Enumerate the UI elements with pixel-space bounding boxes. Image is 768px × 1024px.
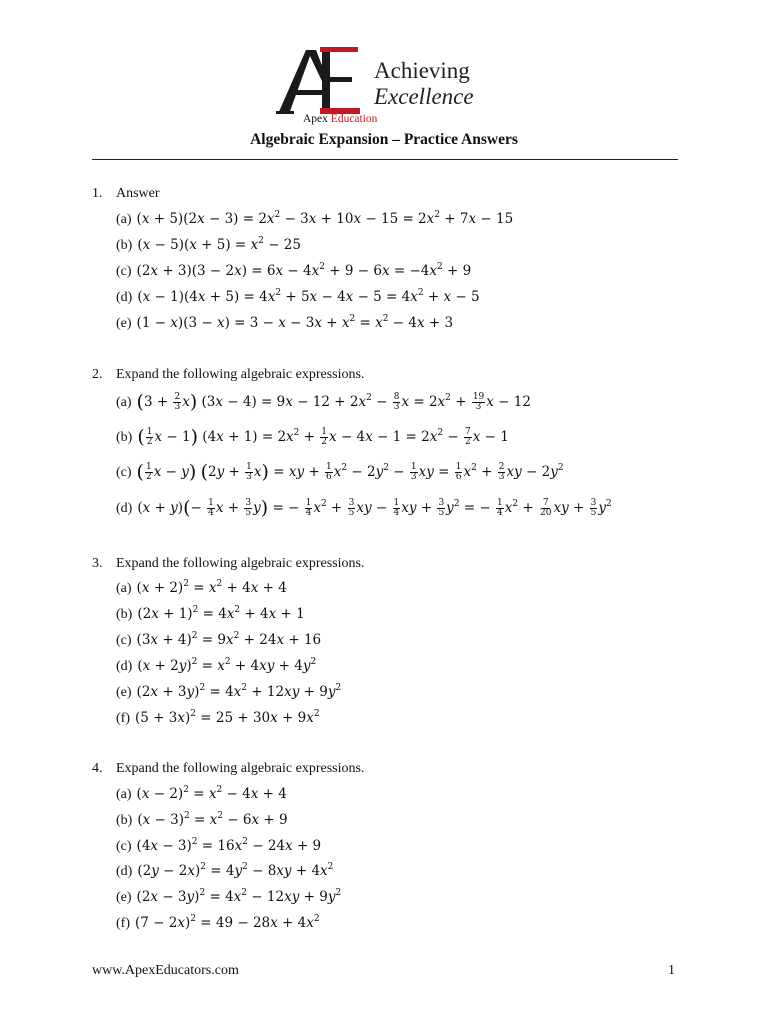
question-1-heading [92, 185, 160, 203]
math-expression: $(x - 3)^2 = x^2 - 6x + 9$ [137, 811, 288, 828]
brand-apex: Apex [303, 113, 328, 125]
item-label: (e) [116, 685, 132, 700]
q3-item-e [116, 683, 341, 702]
q1-item-a [116, 210, 513, 229]
brand-name [303, 114, 377, 126]
brand-education: Education [330, 113, 378, 125]
item-label: (b) [116, 813, 133, 828]
q1-item-c [116, 262, 471, 281]
q3-item-b [116, 605, 305, 624]
q3-item-d [116, 657, 316, 676]
ae-monogram-icon [276, 46, 372, 116]
question-prompt: Expand the following algebraic expressions. [116, 761, 365, 776]
math-expression: $(2x + 3y)^2 = 4x^2 + 12xy + 9y^2$ [136, 683, 342, 700]
q2-item-d [116, 499, 612, 518]
item-label: (a) [116, 395, 132, 410]
math-expression: $(x + 2y)^2 = x^2 + 4xy + 4y^2$ [137, 657, 317, 674]
page-number: 1 [668, 963, 675, 978]
math-expression: $(2y - 2x)^2 = 4y^2 - 8xy + 4x^2$ [137, 862, 334, 879]
document-title: Algebraic Expansion – Practice Answers [250, 131, 518, 148]
item-label: (b) [116, 430, 133, 445]
q3-item-c [116, 631, 321, 650]
footer-website: www.ApexEducators.com [92, 963, 239, 978]
item-label: (a) [116, 212, 132, 227]
item-label: (c) [116, 633, 132, 648]
math-expression: $(4x - 3)^2 = 16x^2 - 24x + 9$ [136, 837, 322, 854]
math-expression: (3 + $\frac{2}{3}$ x) $(3x - 4) = 9x - 12 + 2x^2$ − $\frac{8}{3}$ $x = 2x^2$ + $\frac{19}{3}$ x − 12 [136, 391, 531, 413]
q3-item-f [116, 709, 320, 728]
q1-item-d [116, 288, 480, 307]
q4-item-e [116, 888, 341, 907]
item-label: (e) [116, 316, 132, 331]
math-expression: (x + y)(− $\frac{1}{4}$ x + $\frac{3}{5}$ y) = − $\frac{1}{4}$ $x^2$ + $\frac{3}{5}$ xy − $\frac{1}{4}$ xy + $\frac{3}{5}$ $y^2$ = − $\frac{1}{4}$ $x^2$ + $\frac{7}{20}$ xy + $\frac{3}{5}$ $y^2$ [137, 497, 612, 519]
item-label: (c) [116, 839, 132, 854]
q2-item-a [116, 393, 531, 412]
item-label: (a) [116, 787, 132, 802]
q4-item-b [116, 811, 288, 830]
item-label: (d) [116, 659, 133, 674]
q2-item-b [116, 428, 509, 447]
math-expression: $(5 + 3x)^2 = 25 + 30x + 9x^2$ [135, 709, 320, 726]
q4-item-d [116, 862, 333, 881]
math-expression: $(1 - x)(3 - x) = 3 - x - 3x + x^2 = x^2 - 4x + 3$ [136, 314, 454, 331]
item-label: (d) [116, 864, 133, 879]
math-expression: ( $\frac{1}{2}$ x − y) (2y + $\frac{1}{3}$ x) = xy + $\frac{1}{6}$ $x^2 - 2y^2$ − $\frac{1}{3}$ xy = $\frac{1}{6}$ $x^2$ + $\frac{2}{3}$ xy − $2y^2$ [136, 461, 564, 483]
q1-item-e [116, 314, 453, 333]
title-divider [92, 159, 678, 160]
question-2-heading [92, 366, 364, 384]
q3-item-a [116, 579, 287, 598]
question-number: 4. [92, 761, 103, 776]
math-expression: $(x - 1)(4x + 5) = 4x^2 + 5x - 4x - 5 = 4x^2 + x - 5$ [137, 288, 480, 305]
tagline-excellence: Excellence [374, 84, 474, 109]
item-label: (b) [116, 607, 133, 622]
item-label: (f) [116, 916, 130, 931]
q4-item-f [116, 914, 320, 933]
question-4-heading [92, 760, 364, 778]
item-label: (b) [116, 238, 133, 253]
item-label: (c) [116, 264, 132, 279]
item-label: (d) [116, 290, 133, 305]
math-expression: $(x + 2)^2 = x^2 + 4x + 4$ [136, 579, 287, 596]
item-label: (a) [116, 581, 132, 596]
item-label: (d) [116, 501, 133, 516]
apex-logo [276, 46, 506, 130]
item-label: (f) [116, 711, 130, 726]
q4-item-c [116, 837, 321, 856]
tagline-achieving: Achieving [374, 58, 470, 83]
math-expression: $(x + 5)(2x - 3) = 2x^2 - 3x + 10x - 15 = 2x^2 + 7x - 15$ [136, 210, 514, 227]
q2-item-c [116, 463, 564, 482]
item-label: (e) [116, 890, 132, 905]
math-expression: ( $\frac{1}{2}$ x − 1) $(4x + 1) = 2x^2$ + $\frac{1}{2}$ $x - 4x - 1 = 2x^2$ − $\frac{7}{2}$ x − 1 [137, 426, 509, 448]
q4-item-a [116, 785, 287, 804]
item-label: (c) [116, 465, 132, 480]
question-prompt: Expand the following algebraic expressions. [116, 556, 365, 571]
math-expression: $(7 - 2x)^2 = 49 - 28x + 4x^2$ [135, 914, 320, 931]
q1-item-b [116, 236, 301, 255]
question-3-heading [92, 555, 364, 573]
math-expression: $(3x + 4)^2 = 9x^2 + 24x + 16$ [136, 631, 322, 648]
question-prompt: Answer [116, 186, 160, 201]
question-number: 2. [92, 367, 103, 382]
question-number: 3. [92, 556, 103, 571]
math-expression: $(2x - 3y)^2 = 4x^2 - 12xy + 9y^2$ [136, 888, 342, 905]
question-prompt: Expand the following algebraic expressions. [116, 367, 365, 382]
question-number: 1. [92, 186, 103, 201]
math-expression: $(2x + 1)^2 = 4x^2 + 4x + 1$ [137, 605, 305, 622]
math-expression: $(x - 2)^2 = x^2 - 4x + 4$ [136, 785, 287, 802]
math-expression: $(2x + 3)(3 - 2x) = 6x - 4x^2 + 9 - 6x = -4x^2 + 9$ [136, 262, 472, 279]
math-expression: $(x - 5)(x + 5) = x^2 - 25$ [137, 236, 301, 253]
